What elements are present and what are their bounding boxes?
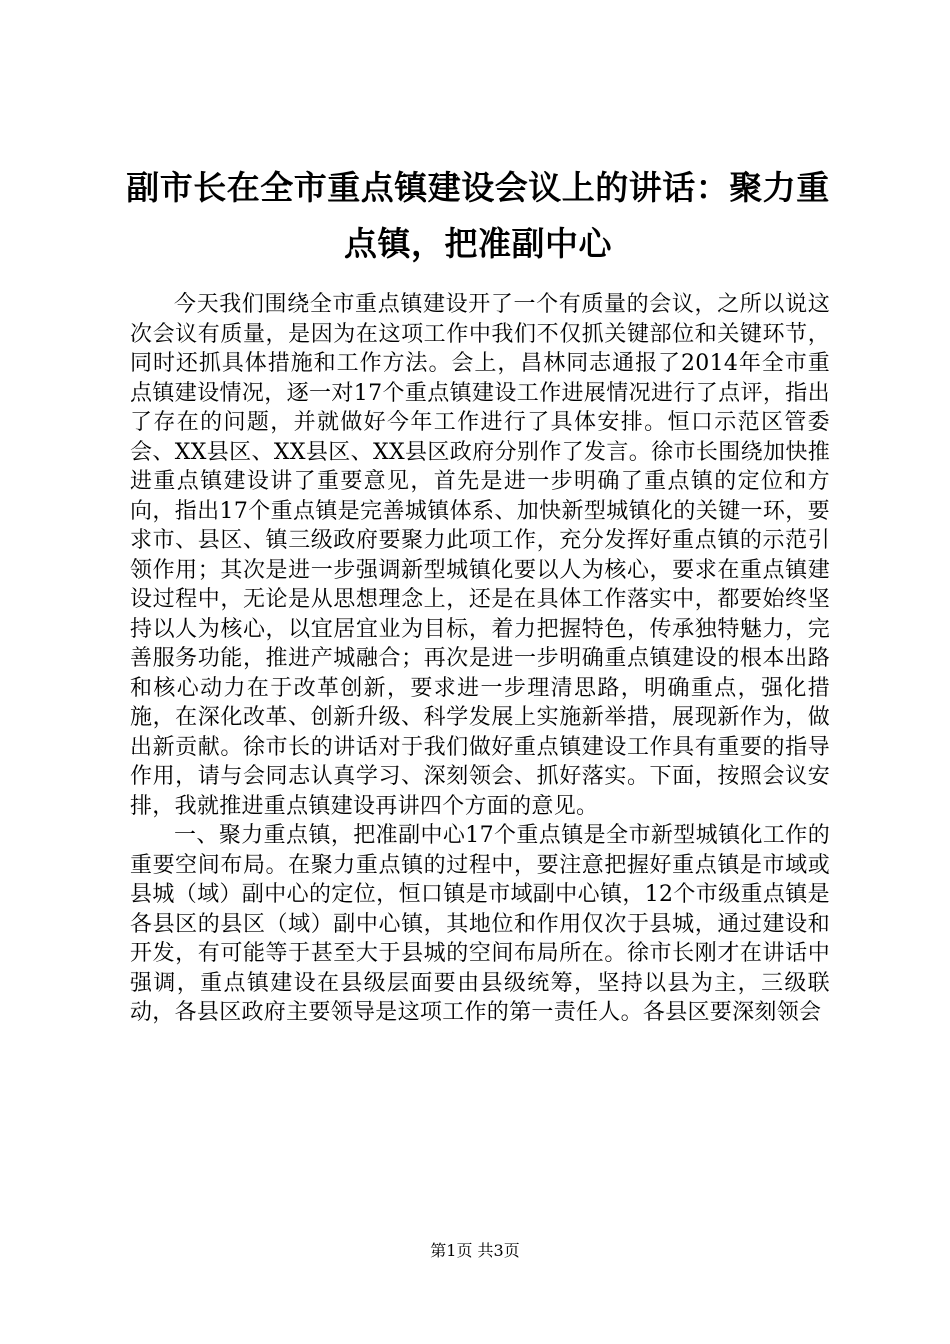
paragraph-section-one: 一、聚力重点镇，把准副中心17个重点镇是全市新型城镇化工作的重要空间布局。在聚力重点镇的过程中，要注意把握好重点镇是市域或县城（域）副中心的定位，恒口镇是市域副中心镇，12个市级重点镇是各县区的县区（域）副中心镇，其地位和作用仅次于县城，通过建设和开发，有可能等于甚至大于县城的空间布局所在。徐市长刚才在讲话中强调，重点镇建设在县级层面要由县级统筹，坚持以县为主，三级联动，各县区政府主要领导是这项工作的第一责任人。各县区要深刻领会 [130,823,830,1025]
page-number-footer: 第1页 共3页 [430,1241,520,1260]
document-body [130,290,830,1028]
paragraph-intro: 今天我们围绕全市重点镇建设开了一个有质量的会议，之所以说这次会议有质量，是因为在这项工作中我们不仅抓关键部位和关键环节，同时还抓具体措施和工作方法。会上，昌林同志通报了2014年全市重点镇建设情况，逐一对17个重点镇建设工作进展情况进行了点评，指出了存在的问题，并就做好今年工作进行了具体安排。恒口示范区管委会、XX县区、XX县区、XX县区政府分别作了发言。徐市长围绕加快推进重点镇建设讲了重要意见，首先是进一步明确了重点镇的定位和方向，指出17个重点镇是完善城镇体系、加快新型城镇化的关键一环，要求市、县区、镇三级政府要聚力此项工作，充分发挥好重点镇的示范引领作用；其次是进一步强调新型城镇化要以人为核心，要求在重点镇建设过程中，无论是从思想理念上，还是在具体工作落实中，都要始终坚持以人为核心，以宜居宜业为目标，着力把握特色，传承独特魅力，完善服务功能，推进产城融合；再次是进一步明确重点镇建设的根本出路和核心动力在于改革创新，要求进一步理清思路，明确重点，强化措施，在深化改革、创新升级、科学发展上实施新举措，展现新作为，做出新贡献。徐市长的讲话对于我们做好重点镇建设工作具有重要的指导作用，请与会同志认真学习、深刻领会、抓好落实。下面，按照会议安排，我就推进重点镇建设再讲四个方面的意见。 [130,292,830,819]
document-title: 副市长在全市重点镇建设会议上的讲话：聚力重点镇，把准副中心 [126,168,830,263]
